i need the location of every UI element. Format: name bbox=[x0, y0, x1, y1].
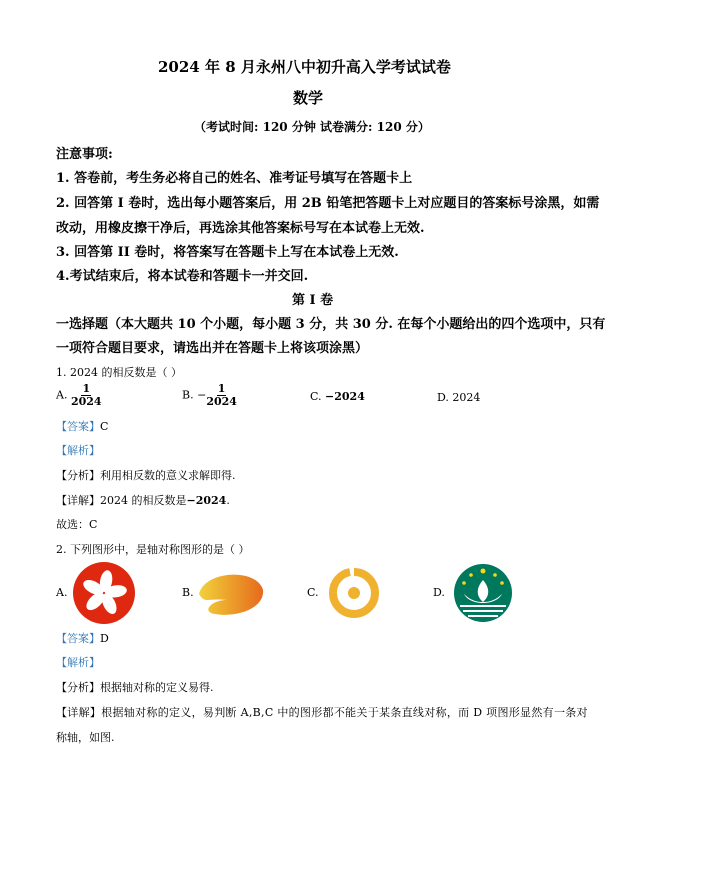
answer-tag: 【答案】 bbox=[56, 632, 100, 645]
notice-heading: 注意事项: bbox=[56, 147, 113, 162]
option-label: C. bbox=[310, 390, 322, 403]
option-label: D. bbox=[433, 586, 445, 599]
text: . bbox=[226, 494, 230, 507]
denominator: 2024 bbox=[70, 395, 102, 408]
macau-emblem-image bbox=[452, 562, 514, 624]
fraction bbox=[206, 383, 237, 408]
q2-xiangjie: 【详解】根据轴对称的定义，易判断 A,B,C 中的图形都不能关于某条直线对称，而 D 项图形显然有一条对 bbox=[56, 706, 588, 719]
q2-xiangjie-cont: 称轴，如图. bbox=[56, 731, 115, 744]
subject-title: 数学 bbox=[293, 89, 324, 107]
option-label: B. bbox=[182, 586, 194, 599]
q1-analysis-tag: 【解析】 bbox=[56, 444, 100, 457]
q1-xiangjie bbox=[56, 492, 230, 508]
exam-title: 2024 年 8 月永州八中初升高入学考试试卷 bbox=[158, 58, 451, 76]
notice-item: 1. 答卷前，考生务必将自己的姓名、准考证号填写在答题卡上 bbox=[56, 171, 413, 186]
q1-answer bbox=[56, 418, 108, 434]
answer-value: C bbox=[100, 420, 109, 433]
q2-stem: 2. 下列图形中，是轴对称图形的是（ ） bbox=[56, 543, 250, 556]
fraction bbox=[71, 383, 102, 408]
q2-analysis-tag: 【解析】 bbox=[56, 656, 100, 669]
option-label: A. bbox=[56, 388, 68, 402]
q1-option-a bbox=[56, 383, 102, 408]
answer-tag: 【答案】 bbox=[56, 420, 100, 433]
q2-fenxi: 【分析】根据轴对称的定义易得. bbox=[56, 681, 214, 694]
notice-item: 改动，用橡皮擦干净后，再选涂其他答案标号写在本试卷上无效. bbox=[56, 221, 425, 236]
notice-item: 3. 回答第 II 卷时，将答案写在答题卡上写在本试卷上无效. bbox=[56, 245, 399, 260]
q2-answer bbox=[56, 630, 109, 646]
q1-option-d: D. 2024 bbox=[437, 391, 481, 404]
section-title: 第 I 卷 bbox=[292, 293, 334, 308]
q1-conclusion: 故选：C bbox=[56, 518, 98, 531]
option-label: C. bbox=[307, 586, 319, 599]
section-desc: 一项符合题目要求，请选出并在答题卡上将该项涂黑） bbox=[56, 341, 369, 356]
hunan-tv-logo-image bbox=[197, 568, 265, 618]
numerator: 1 bbox=[82, 382, 91, 395]
q1-stem: 1. 2024 的相反数是（ ） bbox=[56, 366, 182, 379]
q1-option-b bbox=[182, 383, 237, 408]
notice-item: 2. 回答第 I 卷时，选出每小题答案后，用 2B 铅笔把答题卡上对应题目的答案标号涂黑，如需 bbox=[56, 196, 600, 211]
phoenix-tv-logo-image bbox=[323, 562, 385, 624]
q1-fenxi: 【分析】利用相反数的意义求解即得. bbox=[56, 469, 236, 482]
hong-kong-emblem-image bbox=[73, 562, 135, 624]
notice-item: 4.考试结束后，将本试卷和答题卡一并交回. bbox=[56, 269, 309, 284]
denominator: 2024 bbox=[206, 395, 237, 408]
math-value: −2024 bbox=[186, 494, 227, 507]
section-desc: 一选择题（本大题共 10 个小题，每小题 3 分，共 30 分. 在每个小题给出的四个选项中，只有 bbox=[56, 317, 606, 332]
exam-info: （考试时间: 120 分钟 试卷满分: 120 分） bbox=[194, 120, 430, 134]
q1-option-c bbox=[310, 390, 365, 403]
answer-value: D bbox=[100, 632, 109, 645]
numerator: 1 bbox=[217, 382, 226, 395]
minus-sign: − bbox=[197, 388, 207, 402]
option-label: B. bbox=[182, 388, 194, 402]
option-value: −2024 bbox=[325, 390, 365, 403]
text: 【详解】2024 的相反数是 bbox=[56, 494, 187, 507]
option-label: A. bbox=[56, 586, 68, 599]
